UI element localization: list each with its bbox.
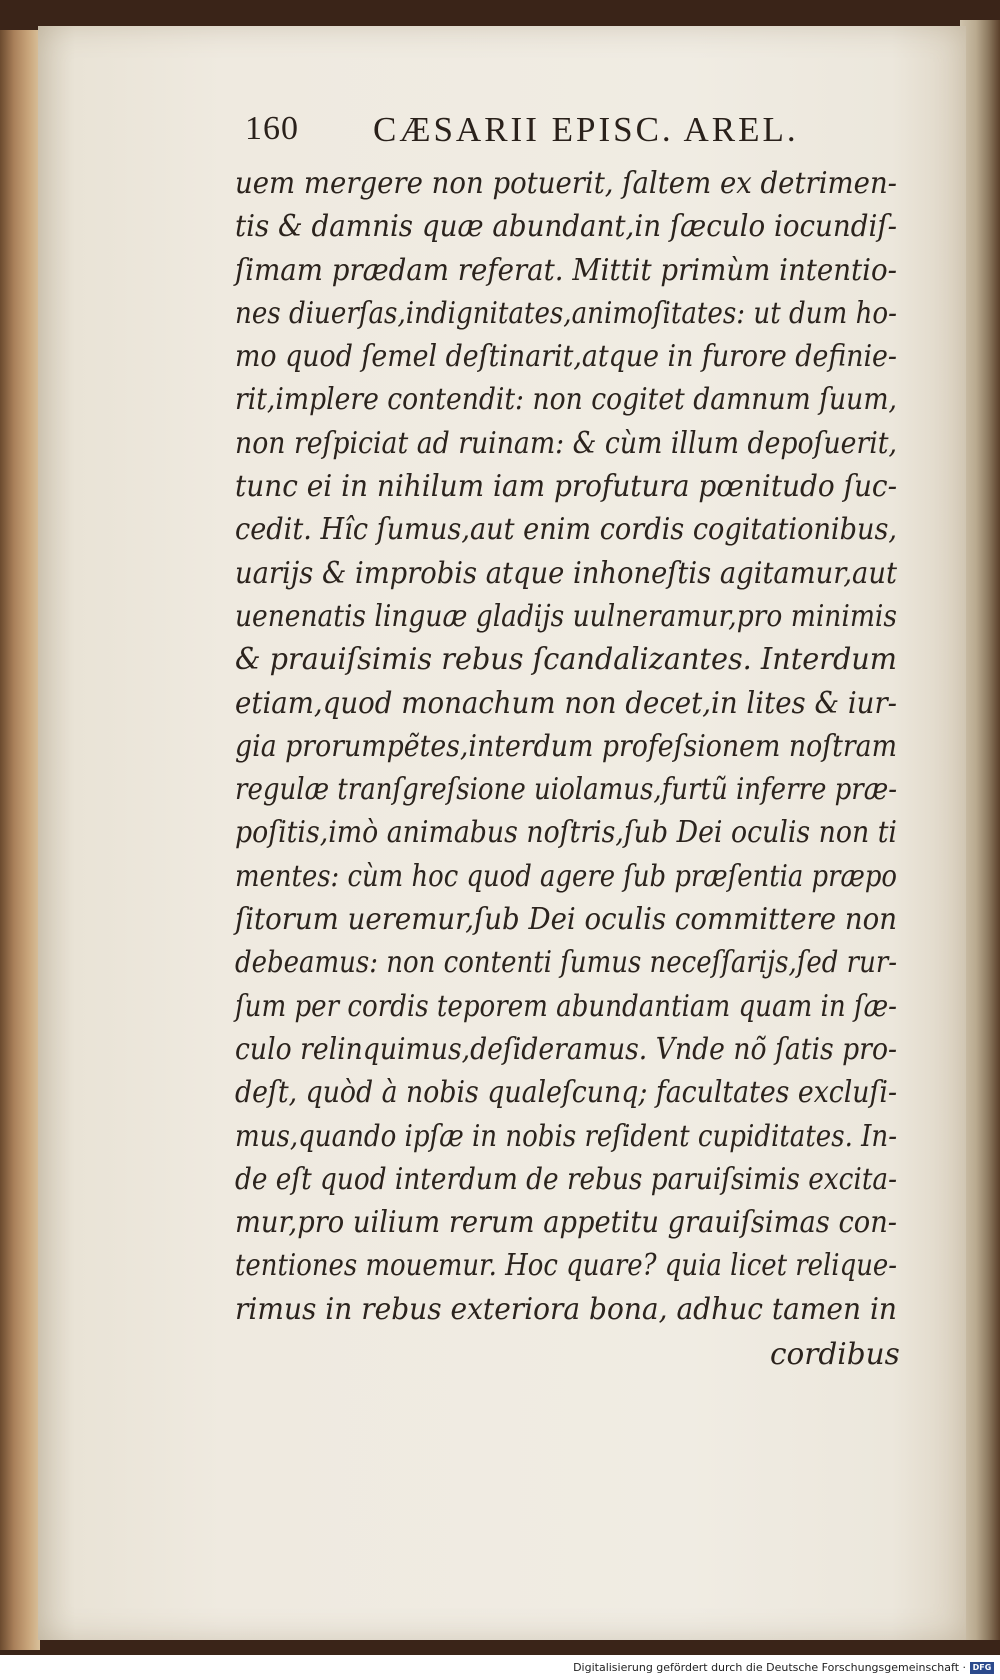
- page-stack-edge: [960, 20, 1000, 1640]
- text-line: nes diuerſas,indignitates,animoſitates: ut dum ho-: [235, 295, 897, 330]
- text-line: de eſt quod interdum de rebus paruiſsimis excita-: [235, 1161, 897, 1196]
- text-line: poſitis,imò animabus noſtris,ſub Dei oculis non ti: [235, 815, 898, 850]
- text-line: mentes: cùm hoc quod agere ſub præſentia præpo: [235, 858, 897, 893]
- text-line: cedit. Hîc ſumus,aut enim cordis cogitationibus,: [235, 512, 898, 547]
- text-line: tis & damnis quæ abundant,in ſæculo iocundiſ-: [235, 209, 898, 244]
- text-line: mo quod ſemel deſtinarit,atque in furore definie-: [235, 339, 897, 374]
- text-line: regulæ tranſgreſsione uiolamus,furtũ inferre præ-: [235, 772, 897, 807]
- running-title: CÆSARII EPISC. AREL.: [373, 110, 799, 149]
- text-line: non reſpiciat ad ruinam: & cùm illum depoſuerit,: [235, 425, 898, 460]
- text-line: mur,pro uilium rerum appetitu grauiſsimas con-: [235, 1205, 898, 1240]
- text-line: etiam,quod monachum non decet,in lites & iur-: [235, 685, 898, 720]
- page-number: 160: [245, 110, 299, 147]
- text-line: uem mergere non potuerit, ſaltem ex detrimen-: [235, 166, 897, 200]
- text-line: ſum per cordis teporem abundantiam quam in ſæ-: [235, 988, 897, 1023]
- text-line: & prauiſsimis rebus ſcandalizantes. Interdum: [235, 642, 898, 677]
- catchword: cordibus: [770, 1337, 900, 1371]
- digitization-credit: [573, 1661, 994, 1674]
- text-line: gia prorumpẽtes,interdum profeſsionem noſtram: [235, 728, 898, 763]
- text-line: uarijs & improbis atque inhoneſtis agitamur,aut: [235, 555, 897, 590]
- book-binding-edge: [0, 30, 40, 1650]
- text-line: uenenatis linguæ gladijs uulneramur,pro minimis: [235, 598, 898, 633]
- text-line: rit,implere contendit: non cogitet damnum ſuum,: [235, 382, 897, 417]
- text-line: debeamus: non contenti ſumus neceſſarijs,ſed rur-: [235, 945, 898, 980]
- text-line: culo relinquimus,deſideramus. Vnde nõ ſatis pro-: [235, 1031, 897, 1066]
- body-text: [235, 162, 897, 1331]
- text-line: ſitorum ueremur,ſub Dei oculis committere non: [235, 902, 898, 937]
- text-line: rimus in rebus exteriora bona, adhuc tamen in: [235, 1291, 897, 1326]
- text-line: tentiones mouemur. Hoc quare? quia licet relique-: [235, 1248, 898, 1283]
- text-line: deſt, quòd à nobis qualeſcunq; facultates excluſi-: [235, 1075, 898, 1110]
- text-line: tunc ei in nihilum iam profutura pœnitudo ſuc-: [235, 469, 898, 504]
- credit-text: Digitalisierung gefördert durch die Deutsche Forschungsgemeinschaft ·: [573, 1661, 966, 1674]
- dfg-logo: DFG: [970, 1662, 994, 1674]
- text-line: ſimam prædam referat. Mittit primùm intentio-: [235, 252, 897, 287]
- text-line: mus,quando ipſæ in nobis reſident cupiditates. In-: [235, 1118, 898, 1153]
